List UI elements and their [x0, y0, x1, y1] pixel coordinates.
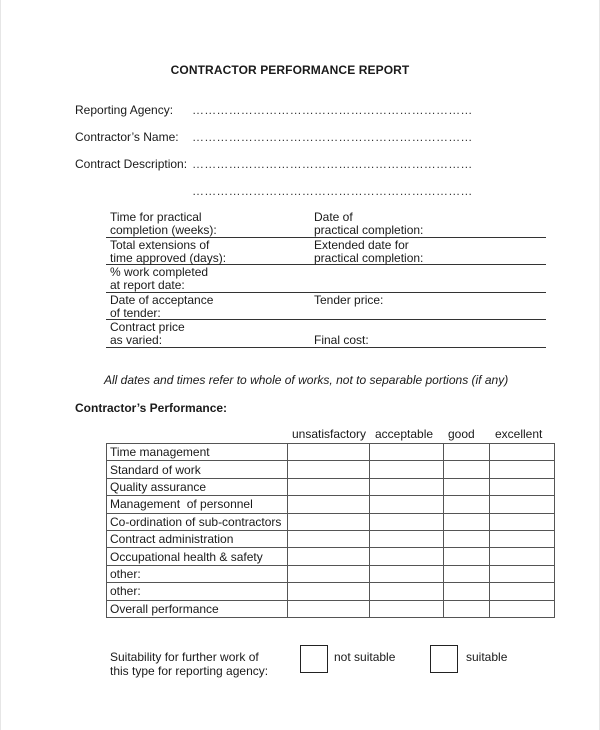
info-label: of tender: — [110, 305, 161, 320]
suitability-label-line: this type for reporting agency: — [110, 664, 269, 678]
reporting-agency-field[interactable] — [75, 103, 515, 119]
table-row — [107, 530, 555, 547]
criterion-label: Overall performance — [107, 600, 288, 617]
info-label: Time for practical — [110, 210, 202, 224]
info-row[interactable] — [106, 293, 546, 321]
info-label: Contract price — [110, 320, 185, 334]
rating-cell-unsatisfactory[interactable] — [288, 530, 370, 547]
criterion-label: Management of personnel — [107, 496, 288, 513]
rating-cell-acceptable[interactable] — [370, 444, 444, 461]
dates-note: All dates and times refer to whole of works, not to separable portions (if any) — [104, 373, 509, 387]
rating-cell-unsatisfactory[interactable] — [288, 496, 370, 513]
rating-cell-unsatisfactory[interactable] — [288, 565, 370, 582]
rating-cell-acceptable[interactable] — [370, 461, 444, 478]
criterion-label: Co-ordination of sub-contractors — [107, 513, 288, 530]
rating-cell-acceptable[interactable] — [370, 583, 444, 600]
rating-cell-excellent[interactable] — [490, 548, 555, 565]
rating-cell-good[interactable] — [444, 583, 490, 600]
rating-cell-acceptable[interactable] — [370, 565, 444, 582]
rating-cell-excellent[interactable] — [490, 496, 555, 513]
field-label: Reporting Agency: — [75, 103, 174, 117]
col-header-acceptable: acceptable — [375, 427, 434, 441]
rating-cell-acceptable[interactable] — [370, 496, 444, 513]
contract-description-field[interactable] — [75, 157, 515, 173]
rating-cell-good[interactable] — [444, 565, 490, 582]
info-label: practical completion: — [314, 250, 424, 265]
fill-line[interactable]: …………………………………………………………… — [192, 103, 473, 117]
criterion-label: Occupational health & safety — [107, 548, 288, 565]
rating-cell-acceptable[interactable] — [370, 513, 444, 530]
table-row — [107, 478, 555, 495]
criterion-label: Contract administration — [107, 530, 288, 547]
performance-section-title: Contractor’s Performance: — [75, 401, 228, 415]
info-label: Final cost: — [314, 333, 369, 347]
rating-cell-unsatisfactory[interactable] — [288, 548, 370, 565]
rating-cell-unsatisfactory[interactable] — [288, 513, 370, 530]
rating-cell-unsatisfactory[interactable] — [288, 461, 370, 478]
table-row — [107, 600, 555, 617]
rating-cell-excellent[interactable] — [490, 513, 555, 530]
not-suitable-checkbox[interactable] — [300, 645, 328, 673]
rating-cell-excellent[interactable] — [490, 565, 555, 582]
table-row — [107, 513, 555, 530]
contract-description-field-continued[interactable] — [75, 184, 515, 200]
rating-cell-acceptable[interactable] — [370, 530, 444, 547]
rating-cell-excellent[interactable] — [490, 583, 555, 600]
not-suitable-label: not suitable — [334, 650, 396, 664]
table-row — [107, 583, 555, 600]
fill-line[interactable]: …………………………………………………………… — [192, 157, 473, 171]
table-row — [107, 461, 555, 478]
info-label: completion (weeks): — [110, 223, 217, 237]
criterion-label: other: — [107, 565, 288, 582]
rating-cell-unsatisfactory[interactable] — [288, 478, 370, 495]
contract-info-table — [106, 210, 546, 348]
criterion-label: Quality assurance — [107, 478, 288, 495]
rating-cell-excellent[interactable] — [490, 530, 555, 547]
info-label: as varied: — [110, 333, 163, 347]
info-label: Tender price: — [314, 292, 384, 307]
report-title: CONTRACTOR PERFORMANCE REPORT — [170, 63, 410, 77]
suitability-label-line: Suitability for further work of — [110, 650, 259, 664]
rating-cell-excellent[interactable] — [490, 478, 555, 495]
performance-table — [106, 443, 555, 618]
info-label: % work completed — [110, 265, 209, 279]
info-label: Date of — [314, 210, 353, 224]
col-header-excellent: excellent — [495, 427, 543, 441]
field-label: Contractor’s Name: — [75, 130, 179, 144]
rating-cell-acceptable[interactable] — [370, 600, 444, 617]
contractor-name-field[interactable] — [75, 130, 515, 146]
suitable-checkbox[interactable] — [430, 645, 458, 673]
suitable-label: suitable — [466, 650, 508, 664]
info-row[interactable] — [106, 238, 546, 266]
rating-cell-good[interactable] — [444, 600, 490, 617]
criterion-label: Time management — [107, 444, 288, 461]
rating-cell-excellent[interactable] — [490, 461, 555, 478]
col-header-good: good — [448, 427, 475, 441]
rating-cell-good[interactable] — [444, 444, 490, 461]
rating-cell-unsatisfactory[interactable] — [288, 600, 370, 617]
field-label: Contract Description: — [75, 157, 188, 171]
info-label: Total extensions of — [110, 237, 210, 252]
info-row[interactable] — [106, 210, 546, 238]
rating-cell-good[interactable] — [444, 461, 490, 478]
rating-cell-good[interactable] — [444, 530, 490, 547]
info-label: at report date: — [110, 278, 185, 292]
rating-cell-acceptable[interactable] — [370, 478, 444, 495]
rating-cell-good[interactable] — [444, 548, 490, 565]
table-row — [107, 548, 555, 565]
table-row — [107, 496, 555, 513]
col-header-unsatisfactory: unsatisfactory — [292, 427, 367, 441]
info-label: Extended date for — [314, 237, 409, 252]
rating-cell-excellent[interactable] — [490, 600, 555, 617]
info-label: practical completion: — [314, 223, 424, 237]
rating-cell-unsatisfactory[interactable] — [288, 583, 370, 600]
rating-cell-unsatisfactory[interactable] — [288, 444, 370, 461]
fill-line[interactable]: …………………………………………………………… — [192, 184, 473, 198]
info-row[interactable] — [106, 265, 546, 293]
criterion-label: Standard of work — [107, 461, 288, 478]
info-label: Date of acceptance — [110, 292, 214, 307]
rating-cell-good[interactable] — [444, 478, 490, 495]
table-row — [107, 565, 555, 582]
rating-cell-good[interactable] — [444, 496, 490, 513]
rating-cell-excellent[interactable] — [490, 444, 555, 461]
table-row — [107, 444, 555, 461]
info-row[interactable] — [106, 320, 546, 348]
rating-cell-acceptable[interactable] — [370, 548, 444, 565]
criterion-label: other: — [107, 583, 288, 600]
suitability-label — [110, 650, 268, 678]
info-label: time approved (days): — [110, 250, 227, 265]
rating-cell-good[interactable] — [444, 513, 490, 530]
fill-line[interactable]: …………………………………………………………… — [192, 130, 473, 144]
